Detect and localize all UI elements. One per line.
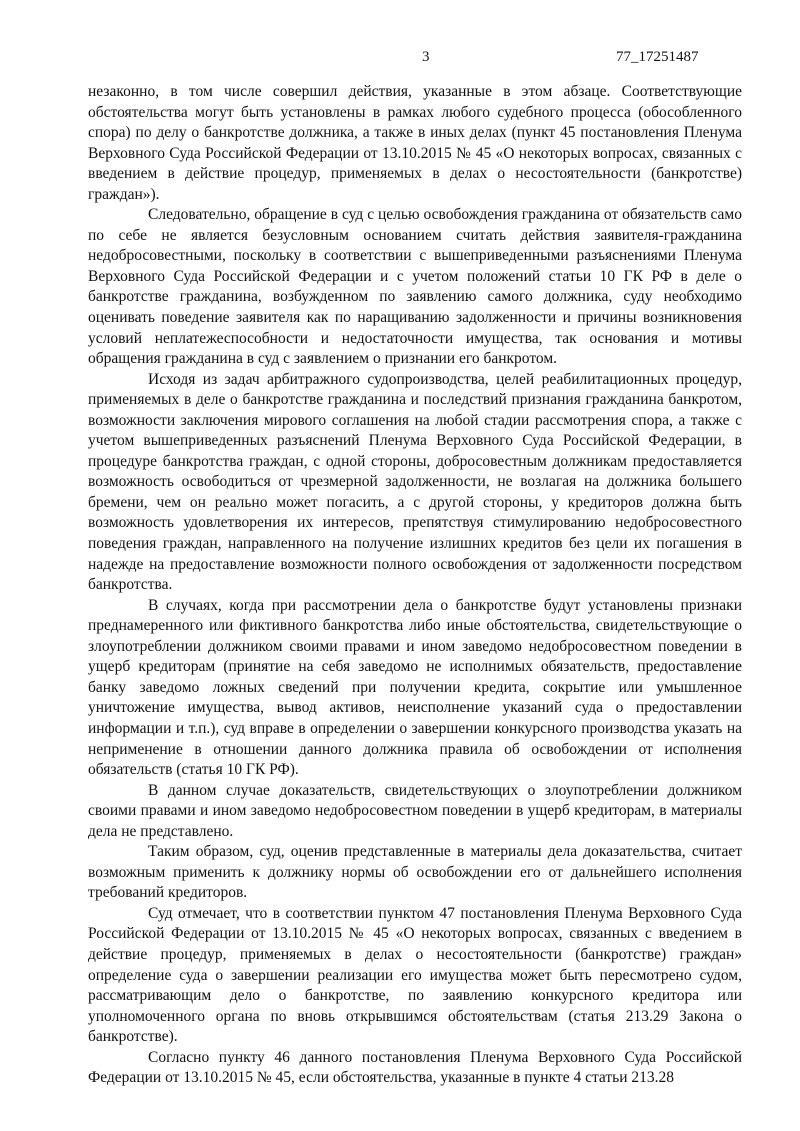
paragraph: В данном случае доказательств, свидетельствующих о злоупотреблении должником своими правами и ином заведомо недобросовестном поведении в ущерб кредиторам, в материалы дела не представлено. [88, 781, 742, 840]
document-id: 77_17251487 [616, 49, 699, 65]
paragraph-continuation: незаконно, в том числе совершил действия, указанные в этом абзаце. Соответствующие обстоятельства могут быть установлены в рамках любого судебного процесса (обособленного спора) по делу о банкротстве должника, а также в иных делах (пункт 45 постановления Пленума Верховного Суда Российской Федерации от 13.10.2015 № 45 «О некоторых вопросах, связанных с введением в действие процедур, применяемых в делах о несостоятельности (банкротстве) граждан»). [88, 83, 742, 203]
paragraph: Следовательно, обращение в суд с целью освобождения гражданина от обязательств само по себе не является безусловным основанием считать действия заявителя-гражданина недобросовестными, поскольку в соответствии с вышеприведенными разъяснениями Пленума Верховного Суда Российской Федерации и с учетом положений статьи 10 ГК РФ в деле о банкротстве гражданина, возбужденном по заявлению самого должника, суду необходимо оценивать поведение заявителя как по наращиванию задолженности и причины возникновения условий неплатежеспособности и недостаточности имущества, так основания и мотивы обращения гражданина в суд с заявлением о признании его банкротом. [88, 206, 742, 368]
page-number: 3 [422, 49, 430, 65]
paragraph: Согласно пункту 46 данного постановления Пленума Верховного Суда Российской Федерации от 13.10.2015 № 45, если обстоятельства, указанные в пункте 4 статьи 213.28 [88, 1048, 742, 1087]
document-body [88, 82, 742, 1089]
paragraph: Таким образом, суд, оценив представленные в материалы дела доказательства, считает возможным применить к должнику нормы об освобождении его от дальнейшего исполнения требований кредиторов. [88, 843, 742, 902]
paragraph: В случаях, когда при рассмотрении дела о банкротстве будут установлены признаки преднамеренного или фиктивного банкротства либо иные обстоятельства, свидетельствующие о злоупотреблении должником своими правами и ином заведомо недобросовестном поведении в ущерб кредиторам (принятие на себя заведомо не исполнимых обязательств, предоставление банку заведомо ложных сведений при получении кредита, сокрытие или умышленное уничтожение имущества, вывод активов, неисполнение указаний суда о предоставлении информации и т.п.), суд вправе в определении о завершении конкурсного производства указать на неприменение в отношении данного должника правила об освобождении от исполнения обязательств (статья 10 ГК РФ). [88, 596, 742, 779]
paragraph: Исходя из задач арбитражного судопроизводства, целей реабилитационных процедур, применяемых в деле о банкротстве гражданина и последствий признания гражданина банкротом, возможности заключения мирового соглашения на любой стадии рассмотрения спора, а также с учетом вышеприведенных разъяснений Пленума Верховного Суда Российской Федерации, в процедуре банкротства граждан, с одной стороны, добросовестным должникам предоставляется возможность освободиться от чрезмерной задолженности, не возлагая на должника большего бремени, чем он реально может погасить, а с другой стороны, у кредиторов должна быть возможность удовлетворения их интересов, препятствуя стимулированию недобросовестного поведения граждан, направленного на получение излишних кредитов без цели их погашения в надежде на предоставление возможности полного освобождения от задолженности посредством банкротства. [88, 370, 742, 594]
paragraph: Суд отмечает, что в соответствии пунктом 47 постановления Пленума Верховного Суда Российской Федерации от 13.10.2015 № 45 «О некоторых вопросах, связанных с введением в действие процедур, применяемых в делах о несостоятельности (банкротстве) граждан» определение суда о завершении реализации его имущества может быть пересмотрено судом, рассматривающим дело о банкротстве, по заявлению конкурсного кредитора или уполномоченного органа по вновь открывшимся обстоятельствам (статья 213.29 Закона о банкротстве). [88, 904, 742, 1046]
